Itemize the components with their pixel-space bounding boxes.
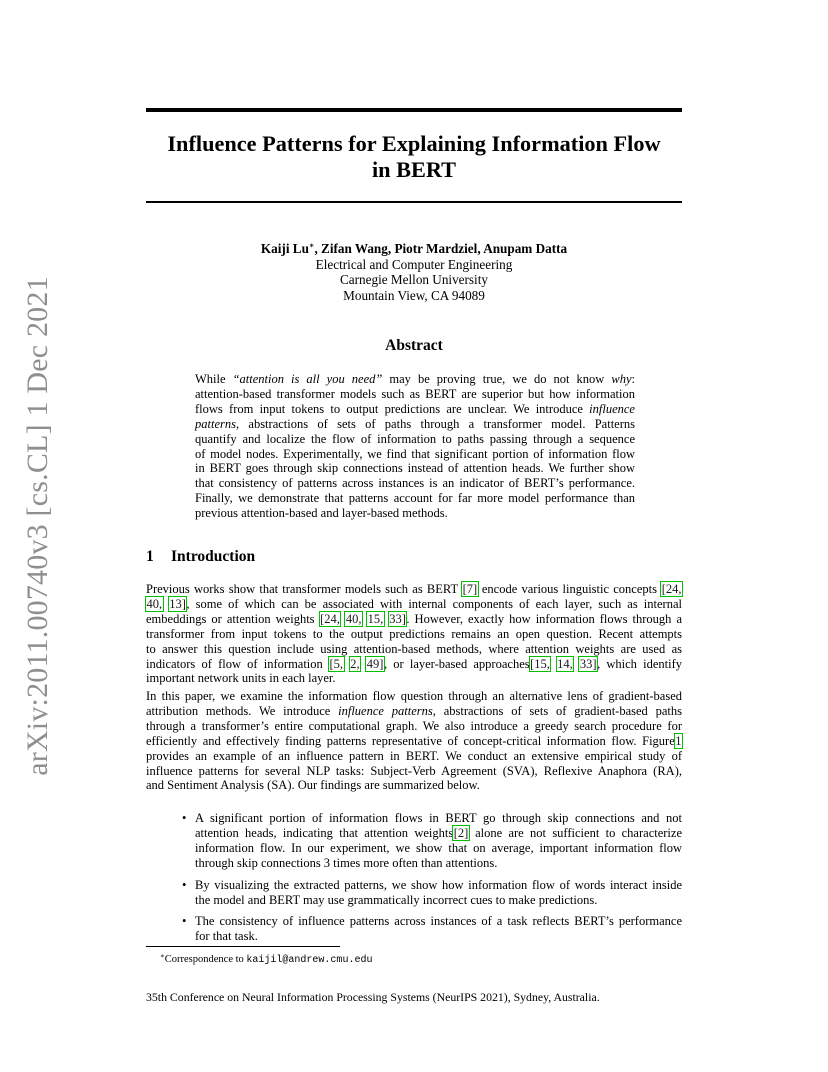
bullet-icon: • (182, 811, 187, 825)
paragraph-line: influence patterns for several NLP tasks: Subject-Verb Agreement (SVA), Reflexive Anaphora (RA), (146, 763, 682, 778)
paragraph-line: provides an example of an influence pattern in BERT. We conduct an extensive empirical study of (146, 748, 682, 763)
citation-link[interactable]: 15, (367, 611, 384, 626)
list-line (195, 826, 682, 841)
citation-link[interactable]: 49] (366, 656, 384, 671)
citation-link[interactable]: 40, (345, 611, 362, 626)
list-line: through skip connections 3 times more often than attentions. (195, 855, 498, 870)
paragraph-line: transformer from input tokens to the output predictions remains an open question. Recent attempts (146, 626, 682, 641)
arxiv-side-stamp (18, 276, 58, 776)
abstract-line: attention-based transformer models such as BERT are superior but how information (195, 386, 635, 401)
citation-link[interactable]: 2, (350, 656, 360, 671)
paragraph-line: through a transformer’s entire computational graph. We also introduce a greedy search procedure for (146, 718, 682, 733)
paragraph-text: indicators of flow of information (146, 656, 329, 671)
intro-paragraph-1 (146, 582, 682, 686)
list-line: A significant portion of information flows in BERT go through skip connections and not (195, 811, 682, 825)
section-heading (146, 548, 682, 566)
footnote-mark: ∗ (308, 241, 315, 250)
paragraph-line (146, 657, 682, 672)
abstract-line (195, 417, 635, 432)
abstract-text: , abstractions of sets of paths through a transformer model. Patterns (235, 416, 635, 431)
paragraph-line (146, 582, 682, 597)
footnote-rule (146, 946, 340, 947)
abstract-emphasis: why (611, 372, 632, 386)
venue-line: 35th Conference on Neural Information Processing Systems (NeurIPS 2021), Sydney, Australia. (146, 990, 600, 1004)
paragraph-text: , some of which can be associated with internal components of each layer, such as internal (186, 596, 682, 611)
paragraph-text: , or layer-based approaches (383, 656, 530, 671)
abstract-line: in BERT goes through skip connections instead of attention heads. We further show (195, 461, 635, 476)
paragraph-line: to answer this question include using attention-based methods, where attention weights are used as (146, 641, 682, 656)
abstract-text: While (195, 372, 233, 386)
abstract-emphasis: influence (589, 401, 635, 416)
abstract-text: flows from input tokens to output predictions are unclear. We introduce (195, 401, 590, 416)
abstract-line: that consistency of patterns across instances is an indicator of BERT’s performance. (195, 476, 635, 491)
title-top-rule (146, 108, 682, 112)
paragraph-text: , abstractions of sets of gradient-based paths (432, 703, 682, 718)
paragraph-text: Previous works show that transformer models such as BERT (146, 582, 463, 596)
paragraph-line: and Sentiment Analysis (SA). Our findings are summarized below. (146, 778, 480, 793)
citation-link[interactable]: [15, (530, 656, 550, 671)
paragraph-text: efficiently and effectively finding patterns representative of concept-critical information flow. Figure (146, 733, 675, 748)
paragraph-line: important network units in each layer. (146, 671, 336, 686)
abstract-body (195, 372, 635, 521)
abstract-line: of model nodes. Experimentally, we find that significant portion of information flow (195, 446, 635, 461)
abstract-quote: “attention is all you need” (232, 372, 383, 386)
paragraph-line (146, 734, 682, 749)
title-line-1: Influence Patterns for Explaining Information Flow (167, 131, 661, 156)
list-line: the model and BERT may use grammatically incorrect cues to make predictions. (195, 892, 598, 907)
author-names (146, 238, 682, 257)
title-line-2: in BERT (371, 157, 457, 182)
title-bottom-rule (146, 201, 682, 203)
paragraph-text: encode various linguistic concepts (477, 582, 662, 596)
citation-link[interactable]: 40, (146, 596, 163, 611)
abstract-text: : (631, 372, 635, 386)
affiliation-department: Electrical and Computer Engineering (315, 256, 513, 272)
footnote-email[interactable]: kaijil@andrew.cmu.edu (246, 955, 373, 966)
paper-title (146, 131, 682, 183)
list-text: alone are not sufficient to characterize (468, 825, 682, 840)
list-text: attention heads, indicating that attention weights (195, 825, 454, 840)
citation-link[interactable]: [24, (661, 582, 682, 596)
paragraph-line (146, 704, 682, 719)
paragraph-text: attribution methods. We introduce (146, 703, 339, 718)
paragraph-text: , which identify (597, 656, 682, 671)
citation-link[interactable]: [2] (453, 825, 469, 840)
list-item (146, 914, 682, 944)
paragraph-emphasis: influence patterns (338, 703, 433, 718)
bullet-icon: • (182, 877, 187, 892)
list-line: information flow. In our experiment, we show that on average, important information flow (195, 840, 682, 855)
bullet-icon: • (182, 914, 187, 929)
section-title: Introduction (171, 548, 256, 565)
list-line: The consistency of influence patterns across instances of a task reflects BERT’s performance (195, 914, 682, 929)
intro-paragraph-2 (146, 689, 682, 793)
list-line: By visualizing the extracted patterns, we show how information flow of words interact inside (195, 877, 682, 892)
affiliation-university: Carnegie Mellon University (340, 272, 488, 287)
citation-link[interactable]: 13] (169, 596, 186, 611)
first-author: Kaiji Lu (260, 241, 309, 256)
other-authors: , Zifan Wang, Piotr Mardziel, Anupam Datta (314, 241, 568, 256)
findings-list (146, 811, 682, 951)
figure-link[interactable]: 1 (675, 733, 682, 748)
abstract-line: quantify and localize the flow of information to paths passing through a sequence (195, 431, 635, 446)
citation-link[interactable]: 14, (557, 656, 573, 671)
author-block (146, 238, 682, 303)
footnote-mark: ∗ (160, 952, 165, 960)
citation-link[interactable]: 33] (389, 611, 406, 626)
abstract-line: previous attention-based and layer-based methods. (195, 506, 448, 521)
abstract-emphasis: patterns (195, 416, 236, 431)
paragraph-text: . However, exactly how information flows through a (406, 611, 683, 626)
footnote (160, 950, 372, 967)
paragraph-line (146, 597, 682, 612)
affiliation-location: Mountain View, CA 94089 (343, 287, 485, 303)
abstract-line (195, 372, 635, 387)
list-item (146, 811, 682, 871)
citation-link[interactable]: [5, (329, 656, 344, 671)
arxiv-identifier: arXiv:2011.00740v3 [cs.CL] 1 Dec 2021 (21, 276, 54, 776)
citation-link[interactable]: 33] (579, 656, 597, 671)
paragraph-line: In this paper, we examine the information flow question through an alternative lens of gradient-based (146, 689, 682, 703)
paragraph-text: embeddings or attention weights (146, 611, 320, 626)
list-item (146, 878, 682, 908)
abstract-heading: Abstract (385, 337, 443, 354)
list-line: for that task. (195, 929, 258, 944)
abstract-line: Finally, we demonstrate that patterns account for far more model performance than (195, 491, 635, 506)
citation-link[interactable]: [24, (320, 611, 340, 626)
section-number: 1 (146, 548, 154, 565)
footnote-text: Correspondence to (164, 954, 247, 965)
paragraph-line (146, 612, 682, 627)
abstract-line (195, 402, 635, 417)
abstract-text: may be proving true, we do not know (382, 372, 612, 386)
citation-link[interactable]: [7] (462, 582, 478, 596)
